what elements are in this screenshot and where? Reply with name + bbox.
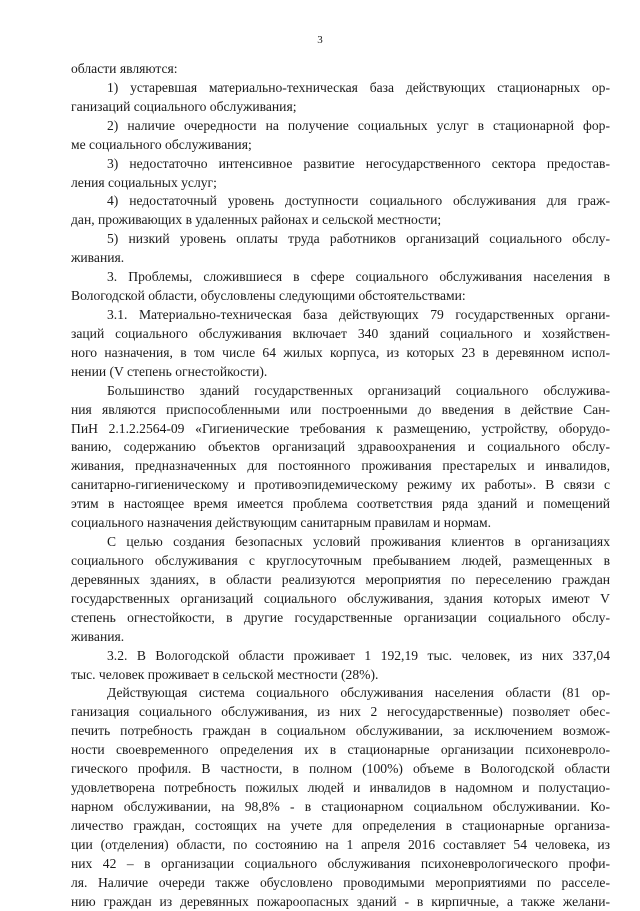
- text-line: области являются:: [71, 61, 178, 76]
- text-line: ганизаций социального обслуживания;: [71, 98, 297, 114]
- text-line: С целью создания безопасных условий проживания клиентов в организациях: [107, 534, 610, 550]
- text-line: ния являются приспособленными или построенными до введения в действие Сан-: [71, 401, 610, 417]
- text-line: этим в настоящее время имеется проблема соответствия ряда зданий и помещений: [71, 496, 610, 512]
- text-line: ции (отделения) области, по состоянию на 1 апреля 2016 составляет 54 человека, из: [71, 836, 610, 852]
- text-line: 3. Проблемы, сложившиеся в сфере социального обслуживания населения в: [107, 269, 610, 285]
- text-line: государственных организаций социального обслуживания, здания которых имеют V: [71, 590, 610, 606]
- text-line: 5) низкий уровень оплаты труда работников организаций социального обслу-: [107, 231, 610, 247]
- text-line: 1) устаревшая материально-техническая база действующих стационарных ор-: [107, 79, 610, 95]
- text-line: ления социальных услуг;: [71, 174, 217, 190]
- text-line: степень огнестойкости, в другие государственные организации социального обслу-: [71, 609, 610, 625]
- document-body: [71, 60, 610, 911]
- text-line: ванию, содержанию объектов организаций здравоохранения и социального обслу-: [71, 439, 610, 455]
- text-line: Вологодской области, обусловлены следующими обстоятельствами:: [71, 288, 466, 304]
- text-line: 2) наличие очередности на получение социальных услуг в стационарной фор-: [107, 117, 610, 133]
- text-line: живания.: [71, 250, 125, 266]
- text-line: живания.: [71, 628, 125, 644]
- text-line: 3) недостаточно интенсивное развитие негосударственного сектора предостав-: [107, 155, 610, 171]
- text-line: личество граждан, состоящих на учете для определения в стационарные организа-: [71, 817, 610, 833]
- text-line: гического профиля. В частности, в полном (100%) объеме в Вологодской области: [71, 761, 610, 777]
- text-line: деревянных зданиях, в области реализуются мероприятия по переселению граждан: [71, 571, 610, 587]
- text-line: ганизация социального обслуживания, из них 2 негосударственные) позволяет обес-: [71, 704, 610, 720]
- text-line: 4) недостаточный уровень доступности социального обслуживания для граж-: [107, 193, 610, 209]
- text-line: Действующая система социального обслуживания населения области (81 ор-: [107, 685, 610, 701]
- text-line: 3.2. В Вологодской области проживает 1 192,19 тыс. человек, из них 337,04: [107, 647, 610, 663]
- text-line: ме социального обслуживания;: [71, 136, 252, 152]
- text-line: санитарно-гигиеническому и противоэпидемическому режиму их работы». В связи с: [71, 477, 610, 493]
- text-line: печить потребность граждан в социальном обслуживании, за исключением возмож-: [71, 723, 610, 739]
- text-line: нарном обслуживании, на 98,8% - в стационарном социальном обслуживании. Ко-: [71, 798, 610, 814]
- text-line: 3.1. Материально-техническая база действующих 79 государственных органи-: [107, 306, 610, 322]
- text-line: дан, проживающих в удаленных районах и сельской местности;: [71, 212, 442, 228]
- text-line: заций социального обслуживания включает 340 зданий социального и хозяйствен-: [71, 325, 610, 341]
- text-line: социального назначения действующим санитарным правилам и нормам.: [71, 515, 492, 531]
- text-line: удовлетворена потребность пожилых людей и инвалидов в надомном и полустацио-: [71, 780, 610, 796]
- text-line: нию граждан из деревянных пожароопасных зданий - в кирпичные, а также желани-: [71, 893, 610, 909]
- text-line: тыс. человек проживает в сельской местности (28%).: [71, 666, 379, 682]
- text-line: социального обслуживания с круглосуточным пребыванием людей, размещенных в: [71, 552, 610, 568]
- text-line: ного назначения, в том числе 64 жилых корпуса, из которых 23 в деревянном испол-: [71, 344, 610, 360]
- page-number: 3: [317, 34, 323, 46]
- text-line: ля. Наличие очереди также обусловлено проводимыми мероприятиями по расселе-: [71, 874, 610, 890]
- text-line: нении (V степень огнестойкости).: [71, 363, 268, 379]
- text-line: живания, предназначенных для постоянного проживания престарелых и инвалидов,: [71, 458, 610, 474]
- text-line: них 42 – в организации социального обслуживания психоневрологического профи-: [71, 855, 610, 871]
- text-line: Большинство зданий государственных организаций социального обслужива-: [107, 382, 610, 398]
- text-line: ности своевременного определения их в стационарные организации психоневроло-: [71, 742, 610, 758]
- text-line: ПиН 2.1.2.2564-09 «Гигиенические требования к размещению, устройству, оборудо-: [71, 420, 610, 436]
